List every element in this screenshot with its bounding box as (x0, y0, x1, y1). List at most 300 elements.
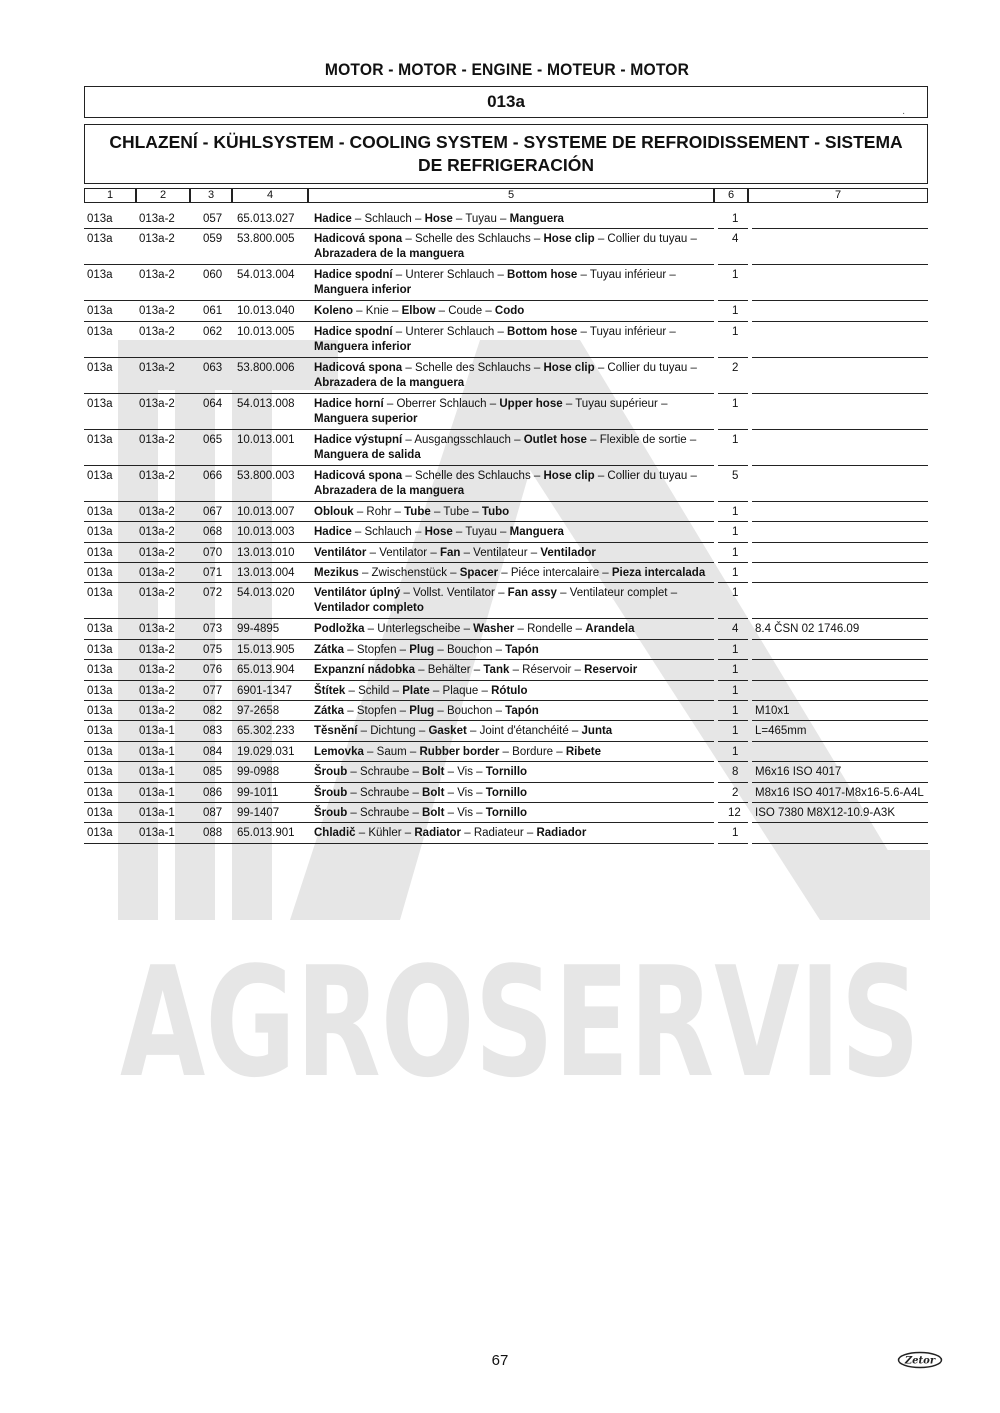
table-row (0, 762, 1000, 782)
description-text: – Schelle des Schlauchs – (402, 469, 544, 482)
description-text: – Coude – (435, 305, 495, 318)
col3-cell: 070 (203, 546, 223, 559)
description-text: – Ventilateur – (460, 546, 541, 559)
col1-cell: 013a (87, 587, 113, 600)
col2-cell: 013a-1 (139, 827, 175, 840)
col4-cell: 19.029.031 (237, 745, 295, 758)
description-text: – Ausgangsschlauch – (402, 433, 524, 446)
quantity-cell: 1 (732, 526, 739, 539)
note-cell: M6x16 ISO 4017 (755, 766, 842, 779)
col3-cell: 086 (203, 786, 223, 799)
description-cell (314, 325, 714, 355)
quantity-cell: 4 (732, 233, 739, 246)
note-cell: M10x1 (755, 705, 790, 717)
description-term: Hose clip (543, 361, 595, 374)
description-term: Expanzní nádobka (314, 664, 415, 677)
table-row (0, 701, 1000, 721)
col3-cell: 060 (203, 269, 223, 282)
description-term: Šroub (314, 766, 348, 779)
description-term: Mezikus (314, 567, 359, 579)
description-cell (314, 525, 714, 540)
description-text: – Ventilateur complet – (556, 587, 678, 600)
col1-cell: 013a (87, 233, 113, 246)
column-header-6: 6 (714, 188, 748, 203)
note-cell: 8.4 ČSN 02 1746.09 (755, 623, 860, 636)
col4-cell: 13.013.004 (237, 567, 295, 579)
row-underline (84, 843, 136, 844)
description-term: Lemovka (314, 745, 364, 758)
quantity-cell: 12 (728, 807, 741, 819)
description-term: Bottom hose (507, 325, 578, 338)
description-term: Radiator (414, 827, 462, 840)
col1-cell: 013a (87, 664, 113, 677)
row-underline (752, 843, 928, 844)
col2-cell: 013a-2 (139, 567, 175, 579)
description-text: – Dichtung – (357, 725, 429, 738)
description-term: Tornillo (485, 807, 528, 819)
description-term: Tube (404, 505, 431, 518)
description-text: – Plaque – (429, 684, 492, 697)
col1-cell: 013a (87, 766, 113, 779)
description-text: – Unterlegscheibe – (364, 623, 474, 636)
col4-cell: 65.013.901 (237, 827, 295, 840)
col2-cell: 013a-2 (139, 269, 175, 282)
col2-cell: 013a-1 (139, 766, 175, 779)
description-text: – Flexible de sortie – (586, 433, 697, 446)
col2-cell: 013a-1 (139, 786, 175, 799)
description-text: – Collier du tuyau – (594, 233, 697, 246)
description-term: Hadice horní (314, 397, 384, 410)
description-text: – Schlauch – (351, 526, 425, 539)
table-row (0, 783, 1000, 803)
col3-cell: 084 (203, 745, 223, 758)
description-term: Manguera inferior (314, 284, 412, 297)
col4-cell: 99-1407 (237, 807, 280, 819)
row-underline (232, 843, 308, 844)
quantity-cell: 1 (732, 705, 739, 717)
col4-cell: 54.013.008 (237, 397, 295, 410)
description-text: – Radiateur – (461, 827, 537, 840)
description-term: Elbow (401, 305, 436, 318)
description-term: Hose (424, 526, 453, 539)
description-term: Ventilátor (314, 546, 367, 559)
description-text: – Tuyau – (452, 526, 510, 539)
description-text: – Tube – (430, 505, 482, 518)
description-text: – Bordure – (499, 745, 566, 758)
description-term: Hose clip (543, 233, 595, 246)
description-text: – Collier du tuyau – (594, 361, 697, 374)
col4-cell: 99-1011 (237, 786, 279, 799)
description-text: – Stopfen – (344, 705, 410, 717)
col2-cell: 013a-1 (139, 745, 175, 758)
col3-cell: 088 (203, 827, 223, 840)
description-term: Upper hose (499, 397, 563, 410)
description-term: Bolt (422, 786, 445, 799)
col3-cell: 073 (203, 623, 223, 636)
table-row (0, 466, 1000, 502)
col4-cell: 10.013.003 (237, 526, 295, 539)
col1-cell: 013a (87, 469, 113, 482)
table-row (0, 660, 1000, 680)
col2-cell: 013a-2 (139, 623, 175, 636)
table-row (0, 583, 1000, 619)
col2-cell: 013a-2 (139, 397, 175, 410)
description-term: Junta (581, 725, 613, 738)
table-row (0, 229, 1000, 265)
col4-cell: 65.013.027 (237, 213, 295, 225)
table-row (0, 823, 1000, 843)
col4-cell: 10.013.007 (237, 505, 295, 518)
col3-cell: 064 (203, 397, 223, 410)
quantity-cell: 1 (732, 827, 739, 840)
quantity-cell: 8 (732, 766, 739, 779)
col2-cell: 013a-2 (139, 526, 175, 539)
table-row (0, 358, 1000, 394)
description-term: Hadicová spona (314, 361, 403, 374)
col3-cell: 063 (203, 361, 223, 374)
description-term: Fan (439, 546, 461, 559)
col2-cell: 013a-2 (139, 325, 175, 338)
col2-cell: 013a-1 (139, 725, 175, 738)
description-term: Tubo (481, 505, 510, 518)
col4-cell: 10.013.001 (237, 433, 295, 446)
description-text: – Unterer Schlauch – (392, 269, 508, 282)
col4-cell: 99-0988 (237, 766, 280, 779)
description-term: Manguera (509, 526, 564, 539)
col2-cell: 013a-2 (139, 546, 175, 559)
description-term: Tornillo (485, 786, 528, 799)
description-term: Hadice spodní (314, 325, 393, 338)
description-cell (314, 704, 714, 719)
description-text: – Réservoir – (509, 664, 585, 677)
description-term: Spacer (459, 567, 499, 579)
description-cell (314, 826, 714, 841)
watermark-text: AGROSERVIS (120, 934, 920, 1111)
description-term: Gasket (428, 725, 467, 738)
col1-cell: 013a (87, 213, 113, 225)
quantity-cell: 1 (732, 664, 739, 677)
col1-cell: 013a (87, 526, 113, 539)
col4-cell: 99-4895 (237, 623, 280, 636)
col2-cell: 013a-2 (139, 213, 175, 225)
scan-dot: . (902, 106, 905, 117)
description-cell (314, 566, 714, 581)
quantity-cell: 1 (732, 567, 739, 579)
description-term: Šroub (314, 807, 348, 819)
description-term: Bolt (422, 807, 445, 819)
section-title: CHLAZENÍ - KÜHLSYSTEM - COOLING SYSTEM - SYSTEME DE REFROIDISSEMENT - SISTEMA DE REFRIGERACIÓN (109, 132, 903, 175)
col3-cell: 062 (203, 325, 223, 338)
col2-cell: 013a-2 (139, 705, 175, 717)
description-text: – Unterer Schlauch – (392, 325, 508, 338)
description-text: – Piéce intercalaire – (498, 567, 612, 579)
description-cell (314, 622, 714, 637)
description-term: Plug (409, 643, 435, 656)
description-text: – Vis – (444, 766, 486, 779)
description-cell (314, 724, 714, 739)
table-row (0, 619, 1000, 639)
col1-cell: 013a (87, 305, 113, 318)
section-title-box (84, 124, 928, 184)
description-cell (314, 212, 714, 227)
section-code: 013a (487, 92, 525, 111)
col1-cell: 013a (87, 546, 113, 559)
col1-cell: 013a (87, 433, 113, 446)
description-term: Manguera inferior (314, 340, 412, 353)
quantity-cell: 1 (732, 505, 739, 518)
table-row (0, 721, 1000, 741)
description-term: Hadice (314, 526, 352, 539)
zetor-logo-icon (897, 1351, 943, 1369)
description-text: – Knie – (352, 305, 402, 318)
description-term: Codo (494, 305, 525, 318)
table-row (0, 430, 1000, 466)
description-text: – Schraube – (347, 786, 423, 799)
col4-cell: 13.013.010 (237, 546, 295, 559)
description-term: Rubber border (419, 745, 500, 758)
row-underline (308, 843, 714, 844)
col4-cell: 53.800.006 (237, 361, 295, 374)
description-cell (314, 361, 714, 391)
column-header-3: 3 (190, 188, 232, 203)
description-term: Tapón (505, 705, 539, 717)
description-text: – Schlauch – (351, 213, 425, 225)
description-text: – Stopfen – (344, 643, 410, 656)
description-cell (314, 433, 714, 463)
row-underline (718, 843, 748, 844)
col4-cell: 53.800.003 (237, 469, 295, 482)
page-number: 67 (491, 1352, 509, 1369)
quantity-cell: 1 (732, 397, 739, 410)
description-cell (314, 786, 714, 801)
column-header-5: 5 (308, 188, 714, 203)
description-term: Abrazadera de la manguera (314, 484, 465, 497)
col1-cell: 013a (87, 505, 113, 518)
description-term: Hadice (314, 213, 352, 225)
description-term: Hadice výstupní (314, 433, 403, 446)
col3-cell: 068 (203, 526, 223, 539)
col2-cell: 013a-2 (139, 361, 175, 374)
col3-cell: 072 (203, 587, 223, 600)
description-term: Hadicová spona (314, 469, 403, 482)
column-header-2: 2 (136, 188, 190, 203)
description-text: – Behälter – (414, 664, 484, 677)
page-header: MOTOR - MOTOR - ENGINE - MOTEUR - MOTOR (324, 60, 690, 79)
description-term: Hose (424, 213, 453, 225)
description-text: – Ventilator – (366, 546, 440, 559)
col3-cell: 075 (203, 643, 223, 656)
col3-cell: 087 (203, 807, 223, 819)
col3-cell: 067 (203, 505, 223, 518)
quantity-cell: 1 (732, 269, 739, 282)
quantity-cell: 4 (732, 623, 739, 636)
column-header-4: 4 (232, 188, 308, 203)
description-text: – Zwischenstück – (358, 567, 460, 579)
description-text: – Schraube – (347, 766, 423, 779)
table-row (0, 543, 1000, 563)
description-term: Chladič (314, 827, 356, 840)
column-header-7: 7 (748, 188, 928, 203)
description-text: – Vis – (444, 786, 486, 799)
description-cell (314, 304, 714, 319)
col3-cell: 065 (203, 433, 223, 446)
col1-cell: 013a (87, 684, 113, 697)
description-term: Plate (402, 684, 430, 697)
quantity-cell: 1 (732, 725, 739, 738)
description-term: Hadicová spona (314, 233, 403, 246)
col2-cell: 013a-2 (139, 433, 175, 446)
col1-cell: 013a (87, 745, 113, 758)
description-text: – Bouchon – (434, 643, 506, 656)
col4-cell: 10.013.005 (237, 325, 295, 338)
description-term: Ventilador completo (314, 602, 424, 615)
description-text: – Joint d'étanchéité – (466, 725, 582, 738)
col3-cell: 085 (203, 766, 223, 779)
col2-cell: 013a-1 (139, 807, 175, 819)
col4-cell: 10.013.040 (237, 305, 295, 318)
col2-cell: 013a-2 (139, 469, 175, 482)
quantity-cell: 2 (732, 361, 739, 374)
col1-cell: 013a (87, 623, 113, 636)
col1-cell: 013a (87, 827, 113, 840)
description-text: – Collier du tuyau – (594, 469, 697, 482)
description-cell (314, 397, 714, 427)
table-row (0, 209, 1000, 229)
description-term: Podložka (314, 623, 365, 636)
description-term: Reservoir (584, 664, 638, 677)
description-term: Arandela (585, 623, 635, 636)
col4-cell: 54.013.020 (237, 587, 295, 600)
description-term: Oblouk (314, 505, 354, 518)
table-row (0, 803, 1000, 823)
col1-cell: 013a (87, 325, 113, 338)
description-text: – Bouchon – (434, 705, 506, 717)
description-term: Radiador (536, 827, 587, 840)
table-row (0, 522, 1000, 542)
quantity-cell: 1 (732, 213, 739, 225)
description-text: – Oberrer Schlauch – (383, 397, 500, 410)
description-cell (314, 505, 714, 520)
description-text: – Schild – (345, 684, 403, 697)
col3-cell: 082 (203, 705, 223, 717)
col4-cell: 97-2658 (237, 705, 280, 717)
description-term: Outlet hose (523, 433, 587, 446)
description-term: Abrazadera de la manguera (314, 376, 465, 389)
description-text: – Vollst. Ventilator – (400, 587, 508, 600)
col3-cell: 066 (203, 469, 223, 482)
col1-cell: 013a (87, 397, 113, 410)
description-term: Hadice spodní (314, 269, 393, 282)
description-text: – Tuyau – (452, 213, 510, 225)
note-cell: ISO 7380 M8X12-10.9-A3K (755, 807, 895, 819)
description-term: Manguera superior (314, 412, 418, 425)
col2-cell: 013a-2 (139, 587, 175, 600)
description-term: Ribete (565, 745, 601, 758)
col3-cell: 076 (203, 664, 223, 677)
col1-cell: 013a (87, 643, 113, 656)
column-header-1: 1 (84, 188, 136, 203)
row-underline (190, 843, 232, 844)
col1-cell: 013a (87, 705, 113, 717)
quantity-cell: 1 (732, 546, 739, 559)
col1-cell: 013a (87, 807, 113, 819)
description-cell (314, 684, 714, 699)
description-text: – Saum – (363, 745, 420, 758)
description-term: Bolt (422, 766, 445, 779)
col2-cell: 013a-2 (139, 664, 175, 677)
col2-cell: 013a-2 (139, 305, 175, 318)
description-term: Abrazadera de la manguera (314, 248, 465, 261)
col3-cell: 083 (203, 725, 223, 738)
description-text: – Schelle des Schlauchs – (402, 233, 544, 246)
description-text: – Vis – (444, 807, 486, 819)
table-row (0, 563, 1000, 583)
description-cell (314, 663, 714, 678)
description-term: Ventilátor úplný (314, 587, 401, 600)
description-cell (314, 268, 714, 298)
description-term: Tapón (505, 643, 539, 656)
col2-cell: 013a-2 (139, 505, 175, 518)
description-text: – Rondelle – (514, 623, 586, 636)
section-code-box (84, 86, 928, 118)
col2-cell: 013a-2 (139, 233, 175, 246)
description-term: Bottom hose (507, 269, 578, 282)
description-text: – Kühler – (355, 827, 415, 840)
table-row (0, 322, 1000, 358)
description-term: Pieza intercalada (611, 567, 706, 579)
description-term: Šroub (314, 786, 348, 799)
table-row (0, 265, 1000, 301)
col1-cell: 013a (87, 361, 113, 374)
col1-cell: 013a (87, 786, 113, 799)
description-term: Těsnění (314, 725, 358, 738)
description-term: Manguera (509, 213, 564, 225)
logo-text: Zetor (904, 1355, 936, 1367)
table-row (0, 502, 1000, 522)
quantity-cell: 1 (732, 684, 739, 697)
description-text: – Tuyau inférieur – (577, 325, 676, 338)
quantity-cell: 1 (732, 433, 739, 446)
col3-cell: 077 (203, 684, 223, 697)
table-row (0, 681, 1000, 701)
col3-cell: 071 (203, 567, 223, 579)
table-row (0, 394, 1000, 430)
description-cell (314, 643, 714, 658)
col4-cell: 65.302.233 (237, 725, 295, 738)
col4-cell: 15.013.905 (237, 643, 295, 656)
col4-cell: 65.013.904 (237, 664, 295, 677)
quantity-cell: 1 (732, 643, 739, 656)
description-term: Tornillo (485, 766, 528, 779)
description-term: Ventilador (540, 546, 596, 559)
row-underline (136, 843, 190, 844)
description-text: – Rohr – (353, 505, 405, 518)
description-text: – Schraube – (347, 807, 423, 819)
quantity-cell: 2 (732, 786, 739, 799)
description-cell (314, 765, 714, 780)
quantity-cell: 5 (732, 469, 739, 482)
quantity-cell: 1 (732, 745, 739, 758)
table-row (0, 640, 1000, 660)
col2-cell: 013a-2 (139, 643, 175, 656)
table-row (0, 742, 1000, 762)
col4-cell: 53.800.005 (237, 233, 295, 246)
col3-cell: 059 (203, 233, 223, 246)
col1-cell: 013a (87, 725, 113, 738)
note-cell: L=465mm (755, 725, 807, 738)
description-term: Manguera de salida (314, 448, 421, 461)
table-row (0, 301, 1000, 321)
